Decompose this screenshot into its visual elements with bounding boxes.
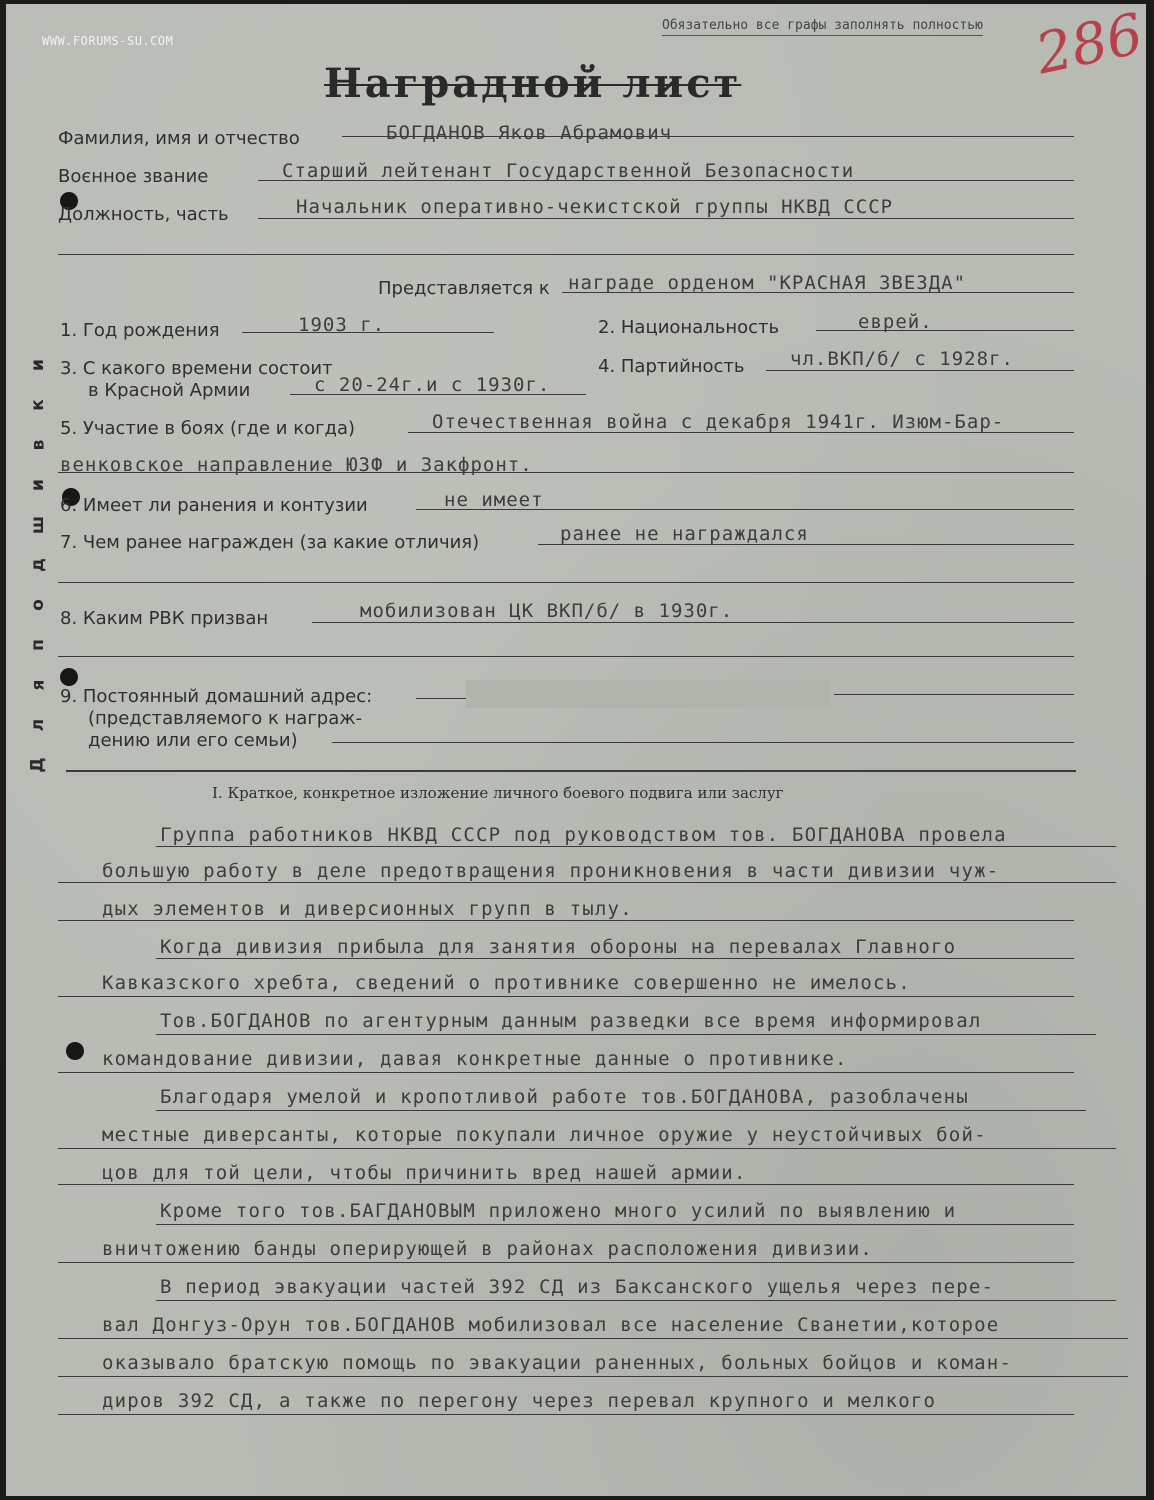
margin-letter: п bbox=[28, 639, 48, 651]
fill-all-fields-notice: Обязательно все графы заполнять полностью bbox=[662, 18, 983, 36]
body-line: командование дивизии, давая конкретные данные о противнике. bbox=[102, 1048, 848, 1070]
award-sheet bbox=[6, 1, 1149, 1496]
body-line: Кавказского хребта, сведений о противнике совершенно не имелось. bbox=[102, 972, 911, 994]
battles-label: 5. Участие в боях (где и когда) bbox=[60, 418, 356, 439]
underline bbox=[58, 1414, 1074, 1415]
underline bbox=[156, 846, 1116, 847]
address-label: 9. Постоянный домашний адрес: bbox=[60, 686, 373, 707]
position-value: Начальник оперативно-чекистской группы НКВД СССР bbox=[296, 196, 894, 218]
underline bbox=[58, 996, 1074, 997]
underline bbox=[58, 920, 1074, 921]
punch-hole bbox=[60, 668, 78, 686]
underline bbox=[538, 544, 1074, 545]
award-label: Представляется к bbox=[378, 278, 550, 299]
margin-letter: к bbox=[27, 399, 48, 411]
underline bbox=[156, 1224, 1074, 1225]
underline bbox=[342, 136, 1074, 137]
rvk-value: мобилизован ЦК ВКП/б/ в 1930г. bbox=[360, 600, 734, 622]
underline bbox=[156, 958, 1074, 959]
body-line: Когда дивизия прибыла для занятия обороны на перевалах Главного bbox=[160, 936, 957, 958]
underline bbox=[156, 1110, 1086, 1111]
underline bbox=[562, 292, 1074, 293]
margin-letter: и bbox=[27, 359, 48, 371]
watermark: WWW.FORUMS-SU.COM bbox=[42, 34, 174, 48]
underline bbox=[58, 656, 1074, 657]
address-label-3: дению или его семьи) bbox=[88, 730, 298, 751]
position-label: Должность, часть bbox=[58, 204, 229, 225]
underline bbox=[58, 254, 1074, 255]
body-line: вал Донгуз-Орун тов.БОГДАНОВ мобилизовал все население Сванетии,которое bbox=[102, 1314, 1000, 1336]
underline bbox=[58, 1148, 1116, 1149]
address-label-2: (представляемого к награж- bbox=[88, 708, 362, 729]
section-divider bbox=[66, 770, 1076, 772]
body-line: Тов.БОГДАНОВ по агентурным данным разведки все время информировал bbox=[160, 1010, 982, 1032]
underline bbox=[332, 742, 1074, 743]
redacted-address bbox=[466, 680, 831, 708]
underline bbox=[58, 1376, 1128, 1377]
underline bbox=[58, 1338, 1128, 1339]
body-line: большую работу в деле предотвращения проникновения в части дивизии чуж- bbox=[102, 860, 1000, 882]
underline bbox=[156, 1300, 1116, 1301]
underline bbox=[258, 180, 1074, 181]
party-label: 4. Партийность bbox=[598, 356, 745, 377]
body-line: местные диверсанты, которые покупали личное оружие у неустойчивых бой- bbox=[102, 1124, 987, 1146]
underline bbox=[58, 582, 1074, 583]
body-line: цов для той цели, чтобы причинить вред нашей армии. bbox=[102, 1162, 747, 1184]
underline bbox=[58, 472, 1074, 473]
document-title: Наградной лист bbox=[324, 60, 742, 107]
battles-value-2: венковское направление ЮЗФ и Закфронт. bbox=[60, 454, 533, 476]
body-line: вничтожению банды оперирующей в районах расположения дивизии. bbox=[102, 1238, 873, 1260]
body-line: дых элементов и диверсионных групп в тылу. bbox=[102, 898, 633, 920]
underline bbox=[416, 698, 466, 699]
underline bbox=[416, 509, 1074, 510]
margin-letter: я bbox=[27, 679, 48, 691]
rank-label: Воєнное звание bbox=[58, 166, 209, 187]
archive-number: 286 bbox=[1030, 1, 1149, 88]
previous-awards-label: 7. Чем ранее награжден (за какие отличия) bbox=[60, 532, 480, 553]
nationality-value: еврей. bbox=[858, 311, 933, 333]
margin-letter: в bbox=[27, 439, 48, 451]
army-since-label-2: в Красной Армии bbox=[88, 380, 251, 401]
army-since-value: с 20-24г.и с 1930г. bbox=[314, 374, 551, 396]
underline bbox=[766, 370, 1074, 371]
underline bbox=[408, 432, 1074, 433]
underline bbox=[58, 1262, 1074, 1263]
rank-value: Старший лейтенант Государственной Безопасности bbox=[282, 160, 855, 182]
underline bbox=[258, 218, 1074, 219]
margin-letter: л bbox=[27, 718, 48, 732]
party-value: чл.ВКП/б/ с 1928г. bbox=[790, 348, 1014, 370]
underline bbox=[58, 1072, 1074, 1073]
margin-letter: д bbox=[27, 558, 48, 572]
margin-vertical-text bbox=[26, 356, 50, 774]
birth-year-value: 1903 г. bbox=[298, 314, 386, 336]
wounds-label: 6. Имеет ли ранения и контузии bbox=[60, 495, 368, 516]
underline bbox=[312, 622, 1074, 623]
punch-hole bbox=[66, 1042, 84, 1060]
rvk-label: 8. Каким РВК призван bbox=[60, 608, 269, 629]
wounds-value: не имеет bbox=[444, 489, 544, 511]
name-label: Фамилия, имя и отчество bbox=[58, 128, 300, 149]
underline bbox=[242, 332, 494, 333]
underline bbox=[58, 882, 1116, 883]
body-line: диров 392 СД, а также по перегону через перевал крупного и мелкого bbox=[102, 1390, 937, 1412]
body-line: Группа работников НКВД СССР под руководством тов. БОГДАНОВА провела bbox=[160, 824, 1007, 846]
margin-letter: и bbox=[27, 479, 48, 491]
underline bbox=[290, 394, 586, 395]
margin-letter: ш bbox=[28, 515, 48, 535]
underline bbox=[58, 1184, 1074, 1185]
margin-letter: Д bbox=[27, 757, 48, 773]
body-line: Благодаря умелой и кропотливой работе тов.БОГДАНОВА, разоблачены bbox=[160, 1086, 969, 1108]
birth-year-label: 1. Год рождения bbox=[60, 320, 220, 341]
underline bbox=[156, 1034, 1096, 1035]
underline bbox=[816, 330, 1074, 331]
previous-awards-value: ранее не награждался bbox=[560, 523, 809, 545]
underline bbox=[834, 694, 1074, 695]
nationality-label: 2. Национальность bbox=[598, 317, 780, 338]
body-line: Кроме того тов.БАГДАНОВЫМ приложено много усилий по выявлению и bbox=[160, 1200, 957, 1222]
margin-letter: о bbox=[28, 599, 48, 611]
army-since-label: 3. С какого времени состоит bbox=[60, 358, 333, 379]
section-title: I. Краткое, конкретное изложение личного боевого подвига или заслуг bbox=[212, 784, 784, 802]
award-value: награде орденом "КРАСНАЯ ЗВЕЗДА" bbox=[568, 272, 967, 294]
name-value: БОГДАНОВ Яков Абрамович bbox=[386, 122, 673, 144]
body-line: оказывало братскую помощь по эвакуации раненных, больных бойцов и коман- bbox=[102, 1352, 1013, 1374]
battles-value: Отечественная война с декабря 1941г. Изюм-Бар- bbox=[432, 411, 1005, 433]
body-line: В период эвакуации частей 392 СД из Баксанского ущелья через пере- bbox=[160, 1276, 995, 1298]
